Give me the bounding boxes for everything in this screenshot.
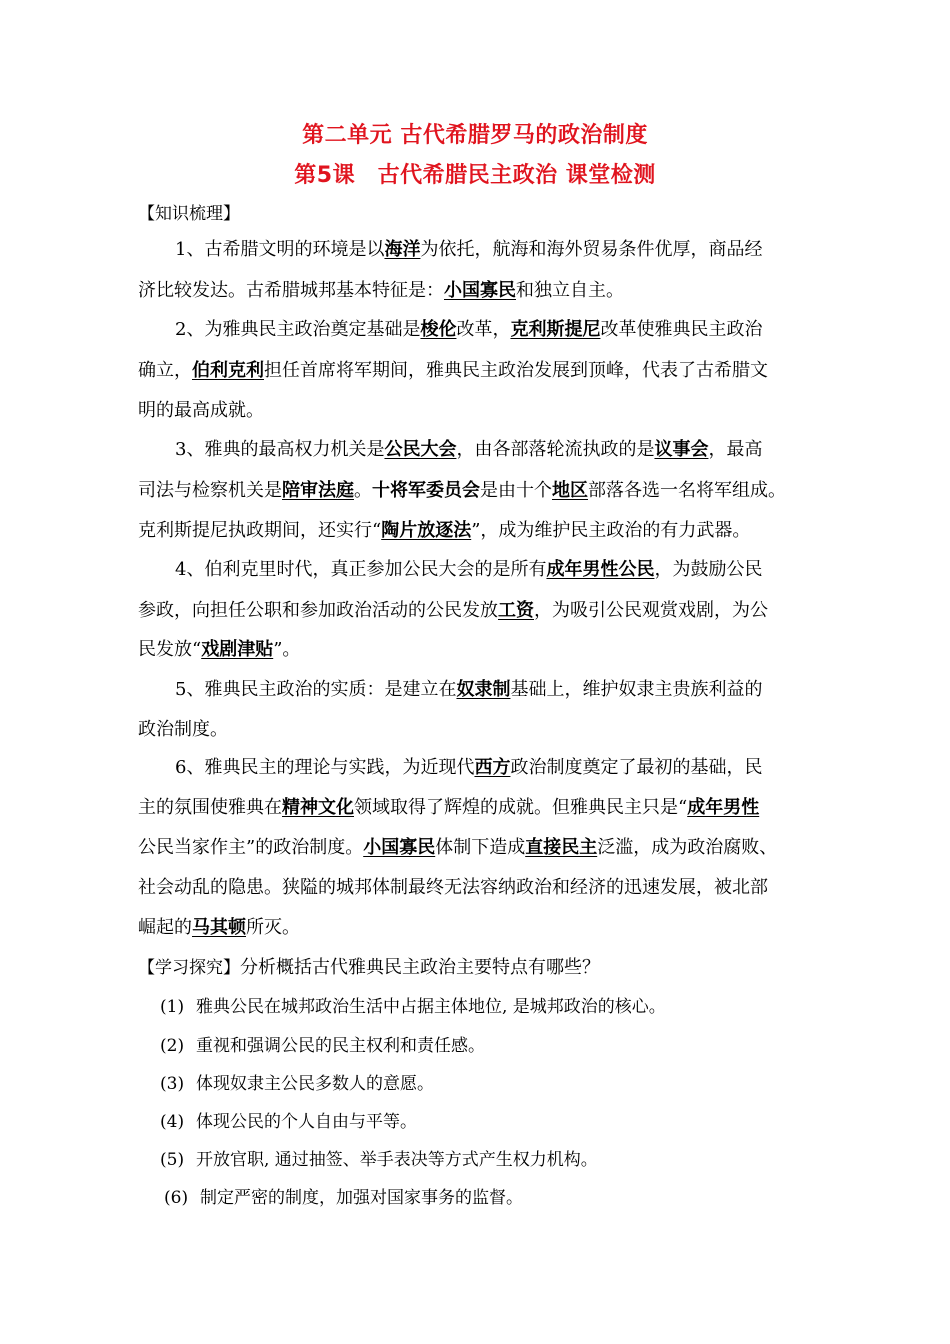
paragraph-2-line-1: 2、为雅典民主政治奠定基础是梭伦改革，克利斯提尼改革使雅典民主政治 [175,319,763,340]
keyword: 地区 [552,480,588,501]
keyword: 工资 [498,600,534,621]
keyword: 陶片放逐法 [381,520,472,541]
study-question: 分析概括古代雅典民主政治主要特点有哪些？ [240,957,600,978]
list-item: (5) 开放官职, 通过抽签、举手表决等方式产生权力机构。 [160,1150,598,1170]
paragraph-6-line-2: 主的氛围使雅典在精神文化领域取得了辉煌的成就。但雅典民主只是“成年男性 [138,797,760,818]
keyword: 伯利克利 [192,360,264,381]
list-item: (4) 体现公民的个人自由与平等。 [160,1112,417,1132]
keyword: 精神文化 [282,797,354,818]
keyword: 奴隶制 [456,679,511,700]
paragraph-6-line-3: 公民当家作主”的政治制度。小国寡民体制下造成直接民主泛滥，成为政治腐败、 [138,837,778,858]
unit-title: 第二单元 古代希腊罗马的政治制度 [302,123,648,148]
paragraph-3-line-1: 3、雅典的最高权力机关是公民大会，由各部落轮流执政的是议事会，最高 [175,439,763,460]
list-item: (6) 制定严密的制度，加强对国家事务的监督。 [164,1188,523,1208]
paragraph-6-line-5: 崛起的马其顿所灭。 [138,917,300,938]
paragraph-3-line-2: 司法与检察机关是陪审法庭。十将军委员会是由十个地区部落各选一名将军组成。 [138,480,786,501]
keyword: 成年男性 [687,797,760,818]
paragraph-4-line-2: 参政，向担任公职和参加政治活动的公民发放工资，为吸引公民观赏戏剧，为公 [138,600,768,621]
keyword: 十将军委员会 [372,480,480,501]
paragraph-4-line-1: 4、伯利克里时代，真正参加公民大会的是所有成年男性公民，为鼓励公民 [175,559,763,580]
keyword: 小国寡民 [444,280,516,301]
keyword: 梭伦 [420,319,457,340]
paragraph-1-line-1: 1、古希腊文明的环境是以海洋为依托，航海和海外贸易条件优厚，商品经 [175,239,763,260]
keyword: 小国寡民 [363,837,436,858]
section-heading-study: 【学习探究】分析概括古代雅典民主政治主要特点有哪些？ [138,957,600,978]
keyword: 海洋 [384,239,421,260]
lesson-title: 第5课 古代希腊民主政治 课堂检测 [294,163,656,188]
paragraph-3-line-3: 克利斯提尼执政期间，还实行“陶片放逐法”，成为维护民主政治的有力武器。 [138,520,751,541]
paragraph-6-line-1: 6、雅典民主的理论与实践，为近现代西方政治制度奠定了最初的基础，民 [175,757,763,778]
paragraph-6-line-4: 社会动乱的隐患。狭隘的城邦体制最终无法容纳政治和经济的迅速发展，被北部 [138,877,768,898]
keyword: 议事会 [654,439,709,460]
keyword: 克利斯提尼 [510,319,601,340]
paragraph-4-line-3: 民发放“戏剧津贴”。 [138,639,301,660]
list-item: (1) 雅典公民在城邦政治生活中占据主体地位, 是城邦政治的核心。 [160,997,666,1017]
list-item: (3) 体现奴隶主公民多数人的意愿。 [160,1074,434,1094]
keyword: 公民大会 [384,439,457,460]
paragraph-5-line-2: 政治制度。 [138,719,228,740]
keyword: 成年男性公民 [546,559,655,580]
paragraph-2-line-3: 明的最高成就。 [138,400,264,421]
keyword: 戏剧津贴 [201,639,274,660]
keyword: 陪审法庭 [282,480,354,501]
keyword: 直接民主 [525,837,598,858]
keyword: 马其顿 [192,917,246,938]
section-heading-knowledge: 【知识梳理】 [138,204,240,224]
paragraph-2-line-2: 确立，伯利克利担任首席将军期间，雅典民主政治发展到顶峰，代表了古希腊文 [138,360,768,381]
paragraph-5-line-1: 5、雅典民主政治的实质：是建立在奴隶制基础上，维护奴隶主贵族利益的 [175,679,763,700]
list-item: (2) 重视和强调公民的民主权利和责任感。 [160,1036,485,1056]
keyword: 西方 [474,757,511,778]
paragraph-1-line-2: 济比较发达。古希腊城邦基本特征是：小国寡民和独立自主。 [138,280,624,301]
